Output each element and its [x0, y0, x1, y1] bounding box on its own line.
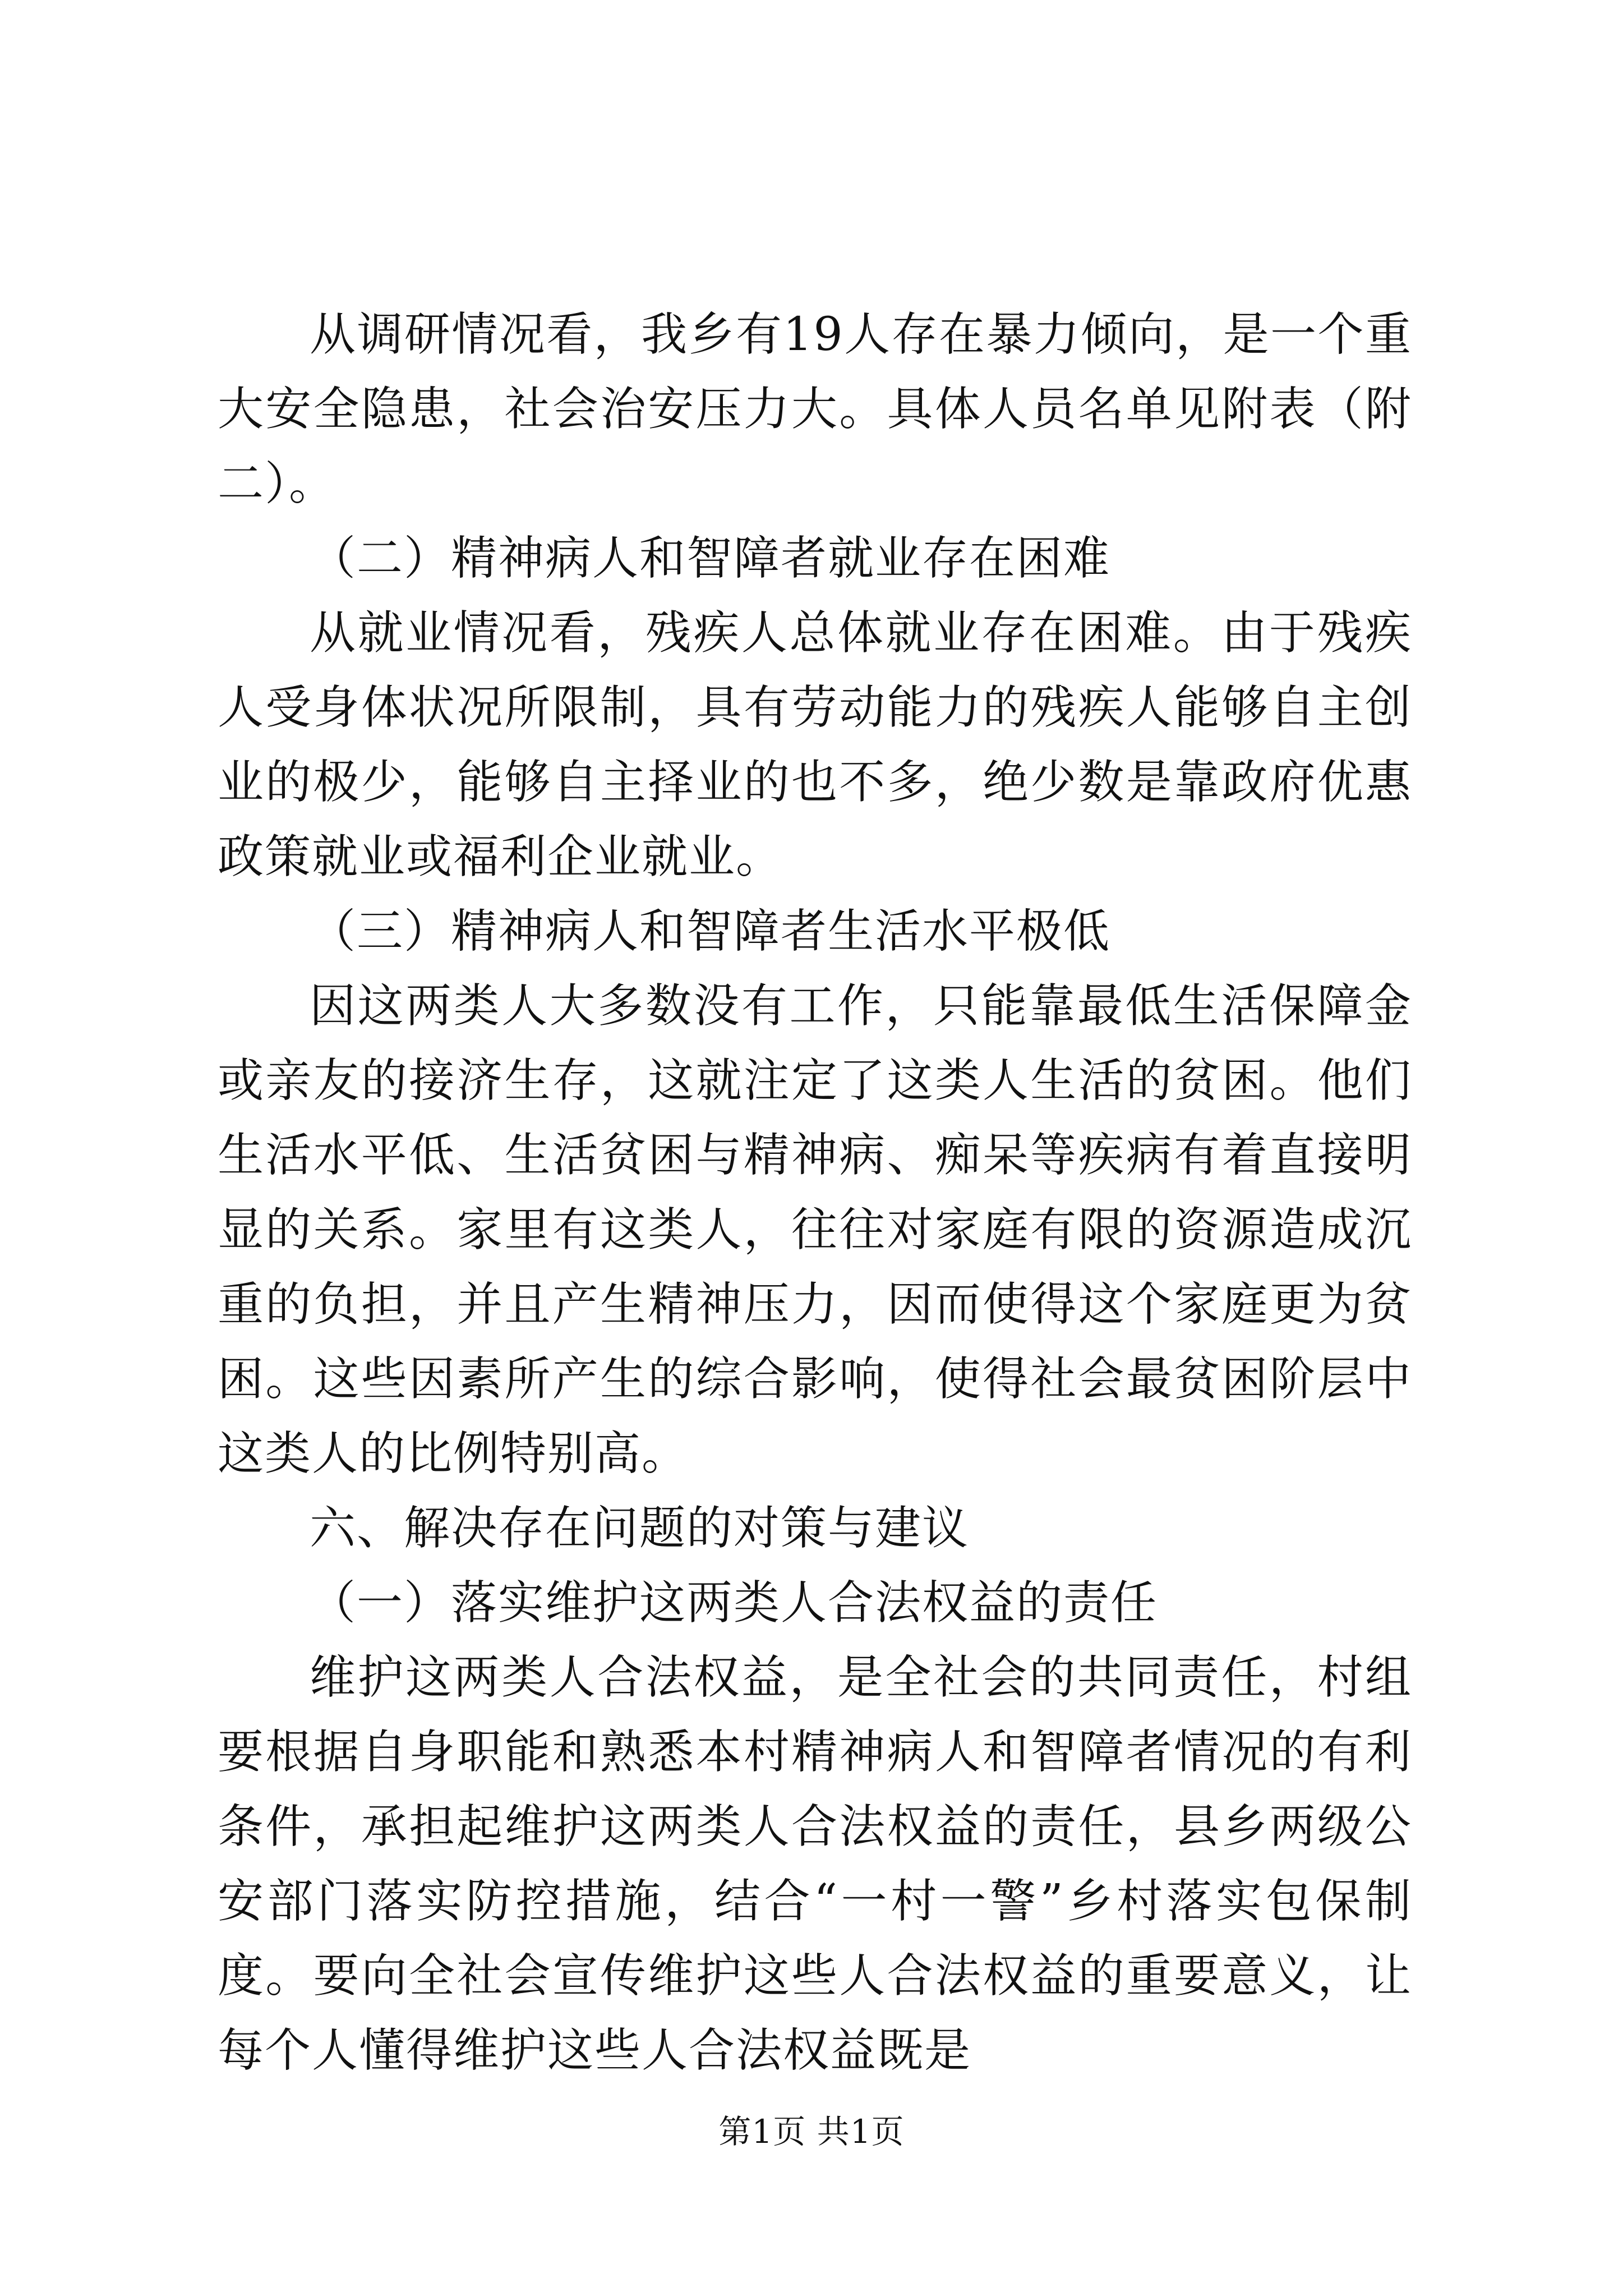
section-heading-responsibility: （一）落实维护这两类人合法权益的责任	[310, 1576, 1158, 1630]
document-body	[218, 297, 1412, 2088]
section-heading-employment: （二）精神病人和智障者就业存在困难	[310, 532, 1111, 585]
section-heading-countermeasures: 六、解决存在问题的对策与建议	[310, 1502, 970, 1555]
section-heading-living-standard: （三）精神病人和智障者生活水平极低	[310, 905, 1111, 958]
paragraph-employment: 从就业情况看，残疾人总体就业存在困难。由于残疾人受身体状况所限制，具有劳动能力的残疾人能够自主创业的极少，能够自主择业的也不多，绝少数是靠政府优惠政策就业或福利企业就业。	[218, 606, 1412, 884]
paragraph-living-standard: 因这两类人大多数没有工作，只能靠最低生活保障金或亲友的接济生存，这就注定了这类人生活的贫困。他们生活水平低、生活贫困与精神病、痴呆等疾病有着直接明显的关系。家里有这类人，往往对家庭有限的资源造成沉重的负担，并且产生精神压力，因而使得这个家庭更为贫困。这些因素所产生的综合影响，使得社会最贫困阶层中这类人的比例特别高。	[218, 979, 1412, 1480]
paragraph-responsibility: 维护这两类人合法权益，是全社会的共同责任，村组要根据自身职能和熟悉本村精神病人和智障者情况的有利条件，承担起维护这两类人合法权益的责任，县乡两级公安部门落实防控措施，结合“一村一警”乡村落实包保制度。要向全社会宣传维护这些人合法权益的重要意义，让每个人懂得维护这些人合法权益既是	[218, 1651, 1412, 2077]
paragraph-violence-risk: 从调研情况看，我乡有19人存在暴力倾向，是一个重大安全隐患，社会治安压力大。具体人员名单见附表（附二）。	[218, 308, 1412, 510]
page-footer: 第1页 共1页	[718, 2113, 905, 2151]
